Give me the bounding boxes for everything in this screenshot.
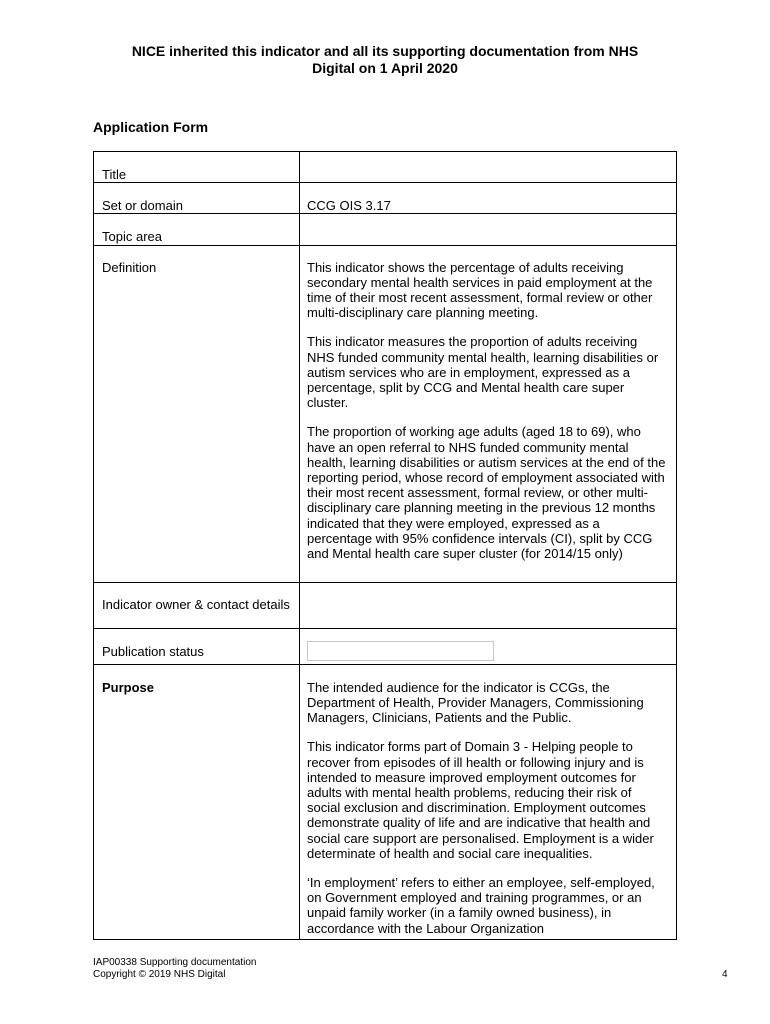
label-cell: [94, 664, 300, 939]
footer-copyright: Copyright © 2019 NHS Digital: [93, 969, 226, 980]
row-set-domain: [94, 183, 677, 214]
definition-paragraph-2: This indicator measures the proportion of adults receiving NHS funded community mental health, learning disabilities or autism services who are in employment, expressed as a percentage, split by CCG and Mental health care super cluster.: [307, 334, 659, 411]
owner-value[interactable]: [300, 582, 677, 628]
row-definition: [94, 245, 677, 582]
label-cell: [94, 628, 300, 664]
row-publication-status: [94, 628, 677, 664]
notice-line-2: Digital on 1 April 2020: [312, 60, 458, 76]
value-cell: [300, 183, 677, 214]
row-purpose: [94, 664, 677, 939]
label-cell: [94, 183, 300, 214]
title-label: Title: [102, 167, 127, 182]
row-owner: [94, 582, 677, 628]
label-cell: [94, 152, 300, 183]
set-domain-label: Set or domain: [102, 198, 183, 214]
footer-doc-id: IAP00338 Supporting documentation: [93, 957, 257, 968]
label-cell: [94, 582, 300, 628]
purpose-paragraph-2: This indicator forms part of Domain 3 - Helping people to recover from episodes of ill health or following injury and is intended to measure improved employment outcomes for adults with mental health problems, reducing their risk of social exclusion and discrimination. Employment outcomes demonstrate quality of life and are indicative that health and social care support are personalised. Employment is a wider determinate of health and social care inequalities.: [307, 739, 654, 861]
topic-area-label: Topic area: [102, 229, 162, 245]
set-domain-value[interactable]: CCG OIS 3.17: [307, 198, 391, 214]
owner-label: Indicator owner & contact details: [102, 596, 290, 612]
form-heading: Application Form: [93, 119, 209, 135]
definition-paragraph-3: The proportion of working age adults (aged 18 to 69), who have an open referral to NHS funded community mental health, learning disabilities or autism services at the end of the reporting period, whose record of employment associated with their most recent assessment, formal review, or other multi-disciplinary care planning meeting in the previous 12 months indicated that they were employed, expressed as a percentage with 95% confidence intervals (CI), split by CCG and Mental health care super cluster (for 2014/15 only): [307, 424, 666, 562]
title-value[interactable]: [300, 152, 677, 183]
purpose-paragraph-1: The intended audience for the indicator is CCGs, the Department of Health, Provider Managers, Commissioning Managers, Clinicians, Patients and the Public.: [307, 679, 644, 726]
page-notice: [60, 43, 710, 77]
page-footer: [93, 957, 256, 981]
definition-label: Definition: [102, 259, 157, 275]
publication-status-label: Publication status: [102, 643, 204, 659]
topic-area-value[interactable]: [300, 214, 677, 245]
publication-status-field[interactable]: [307, 641, 494, 661]
page-number: 4: [722, 969, 728, 980]
notice-line-1: NICE inherited this indicator and all its supporting documentation from NHS: [131, 43, 639, 59]
purpose-value: [300, 664, 677, 939]
application-form-table: [93, 151, 677, 940]
label-cell: [94, 214, 300, 245]
row-title: [94, 152, 677, 183]
definition-paragraph-1: This indicator shows the percentage of adults receiving secondary mental health services in paid employment at the time of their most recent assessment, formal review or other multi-disciplinary care planning meeting.: [307, 259, 653, 321]
purpose-paragraph-3: ‘In employment’ refers to either an employee, self-employed, on Government employed and training programmes, or an unpaid family worker (in a family owned business), in accordance with the Labour Organization: [307, 875, 655, 936]
row-topic-area: [94, 214, 677, 245]
value-cell: [300, 628, 677, 664]
definition-value: [300, 245, 677, 582]
purpose-label: Purpose: [102, 679, 155, 695]
label-cell: [94, 245, 300, 582]
